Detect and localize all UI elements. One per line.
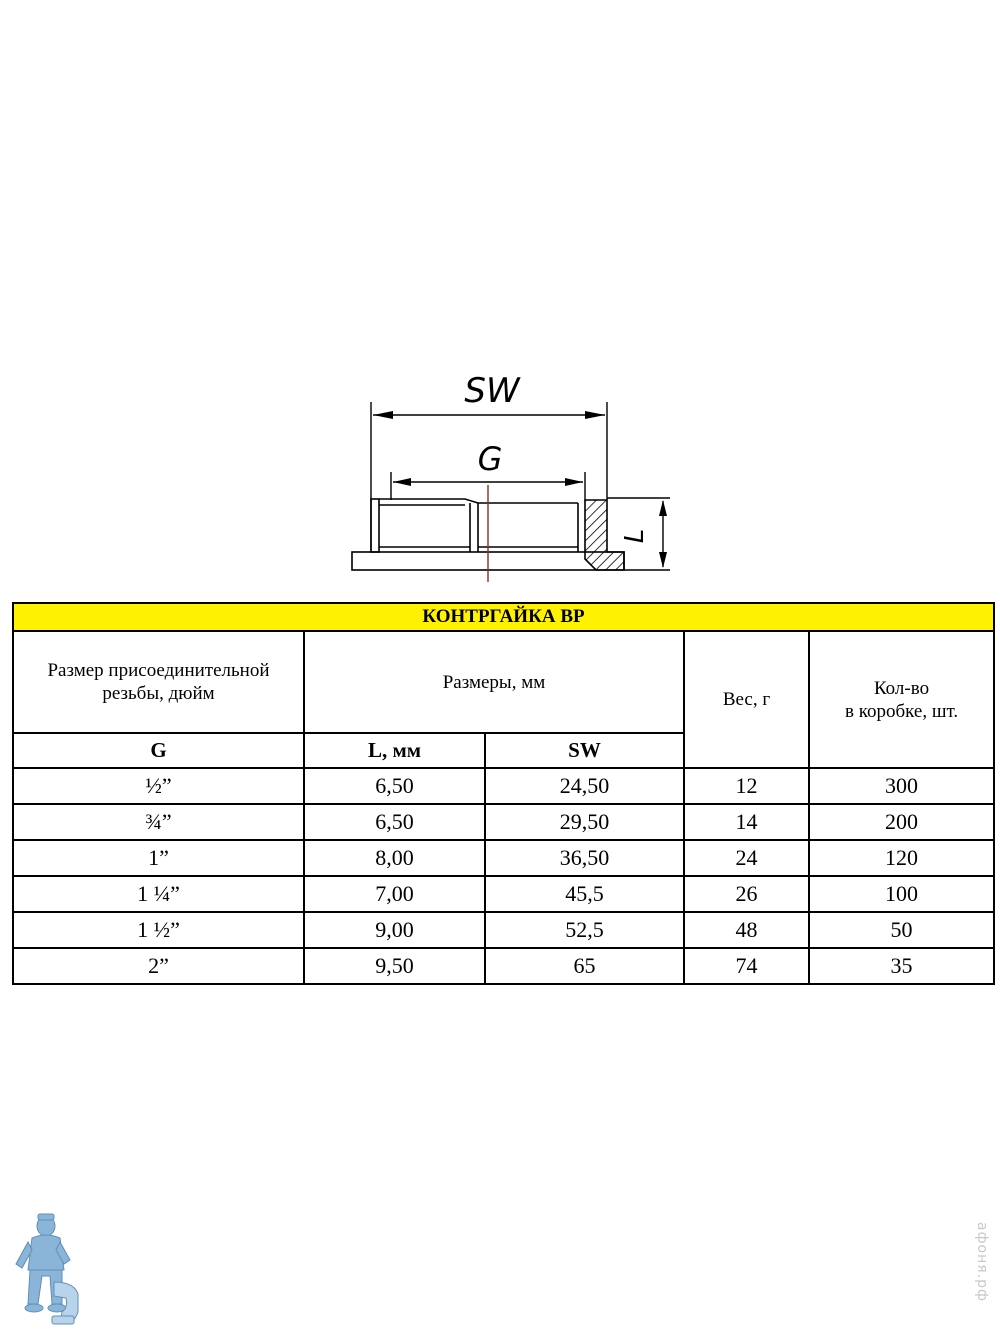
header-weight: Вес, г [684,631,809,768]
subheader-l: L, мм [304,733,485,768]
cell-qty: 300 [809,768,994,804]
cell-qty: 100 [809,876,994,912]
table-row [13,948,994,984]
cell-g: 1” [13,840,304,876]
section-hatch [585,500,624,570]
cell-g: ¾” [13,804,304,840]
cell-l: 9,50 [304,948,485,984]
plumber-mascot-logo [8,1212,88,1330]
cell-weight: 24 [684,840,809,876]
table-row [13,804,994,840]
dimension-label-l: L [620,528,650,544]
cell-g: ½” [13,768,304,804]
cell-sw: 45,5 [485,876,684,912]
cell-sw: 65 [485,948,684,984]
cell-l: 9,00 [304,912,485,948]
spec-table [12,602,995,985]
header-quantity [809,631,994,768]
dimension-label-g: G [477,440,503,478]
header-dimensions: Размеры, мм [304,631,684,733]
cell-g: 2” [13,948,304,984]
dimension-label-sw: SW [464,371,520,411]
cell-l: 8,00 [304,840,485,876]
header-thread-size: Размер присоединительной резьбы, дюйм [13,631,304,733]
cell-g: 1 ½” [13,912,304,948]
subheader-sw: SW [485,733,684,768]
cell-g: 1 ¼” [13,876,304,912]
header-quantity-line1: Кол-во [873,677,930,699]
cell-qty: 200 [809,804,994,840]
cell-l: 6,50 [304,768,485,804]
table-row [13,912,994,948]
header-quantity-line2: в коробке, шт. [844,700,959,722]
cell-sw: 36,50 [485,840,684,876]
table-row [13,876,994,912]
cell-weight: 12 [684,768,809,804]
cell-qty: 120 [809,840,994,876]
cell-weight: 48 [684,912,809,948]
locknut-drawing [330,360,690,590]
watermark-text: афоня.рф [974,1222,990,1302]
site-watermark [966,1222,1000,1332]
cell-weight: 74 [684,948,809,984]
subheader-g: G [13,733,304,768]
table-row [13,768,994,804]
cell-sw: 29,50 [485,804,684,840]
table-row [13,840,994,876]
cell-qty: 35 [809,948,994,984]
cell-l: 7,00 [304,876,485,912]
cell-sw: 24,50 [485,768,684,804]
table-title: КОНТРГАЙКА ВР [13,603,994,631]
cell-l: 6,50 [304,804,485,840]
cell-weight: 14 [684,804,809,840]
spec-table-container [12,602,993,985]
dimension-line-l [659,500,667,568]
cell-qty: 50 [809,912,994,948]
cell-sw: 52,5 [485,912,684,948]
cell-weight: 26 [684,876,809,912]
